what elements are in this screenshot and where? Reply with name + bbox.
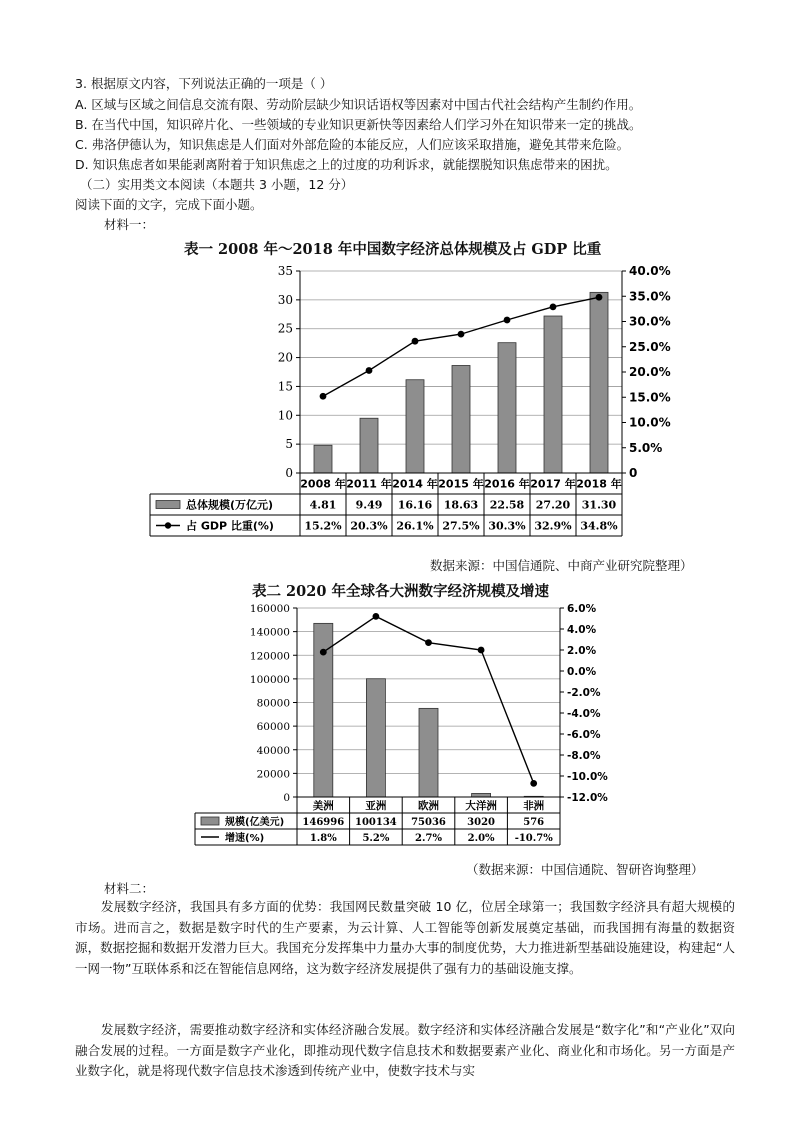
line-value-label: 32.9% — [534, 519, 572, 533]
line-point — [550, 303, 557, 310]
left-tick-label: 35 — [277, 264, 293, 278]
line-value-label: 2.7% — [415, 833, 442, 844]
right-tick-label: 20.0% — [629, 365, 671, 379]
right-tick-label: -8.0% — [567, 750, 601, 762]
instruction: 阅读下面的文字，完成下面小题。 — [75, 197, 263, 212]
legend-bar-label: 规模(亿美元) — [225, 817, 285, 828]
line-point — [478, 647, 485, 654]
line-point — [425, 639, 432, 646]
left-tick-label: 20 — [277, 350, 293, 365]
bar-value-label: 31.30 — [581, 498, 617, 512]
bar — [498, 343, 516, 473]
left-tick-label: 120000 — [249, 650, 290, 663]
option-b: B. 在当代中国，知识碎片化、一些领域的专业知识更新快等因素给人们学习外在知识带来一定的挑战。 — [75, 117, 642, 132]
line-point — [373, 613, 380, 620]
line-point — [458, 331, 465, 338]
right-tick-label: 2.0% — [567, 645, 597, 657]
right-tick-label: -2.0% — [567, 687, 601, 699]
left-tick-label: 20000 — [256, 768, 290, 781]
right-tick-label: 30.0% — [629, 314, 671, 329]
question-stem: 3. 根据原文内容，下列说法正确的一项是（ ） — [75, 76, 333, 91]
section-heading: （二）实用类文本阅读（本题共 3 小题，12 分） — [80, 177, 354, 192]
legend-bar-label: 总体规模(万亿元) — [186, 498, 274, 512]
bar — [360, 418, 378, 473]
left-tick-label: 0 — [283, 792, 290, 804]
category-label: 2011 年 — [346, 477, 392, 491]
line-point — [504, 317, 511, 324]
right-tick-label: 10.0% — [629, 415, 671, 430]
right-tick-label: 0 — [629, 466, 638, 480]
option-c: C. 弗洛伊德认为，知识焦虑是人们面对外部危险的本能反应，人们应该采取措施，避免其带来危险。 — [75, 137, 630, 152]
right-tick-label: 25.0% — [629, 339, 671, 354]
legend-line-marker — [165, 522, 171, 528]
table2-title: 表二 2020 年全球各大洲数字经济规模及增速 — [252, 583, 549, 600]
category-label: 欧洲 — [418, 800, 439, 812]
line-point — [596, 294, 603, 301]
table2-source: （数据来源：中国信通院、智研咨询整理） — [466, 862, 704, 877]
bar-value-label: 576 — [523, 817, 545, 828]
line-value-label: 30.3% — [488, 519, 526, 533]
category-label: 亚洲 — [365, 800, 387, 812]
line-point — [366, 367, 373, 374]
material2-paragraph-2: 发展数字经济，需要推动数字经济和实体经济融合发展。数字经济和实体经济融合发展是“数字化”和“产业化”双向融合发展的过程。一方面是数字产业化，即推动现代数字信息技术和数据要素产业化、商业化和市场化。另一方面是产业数字化，就是将现代数字信息技术渗透到传统产业中，使数字技术与实 — [75, 1022, 735, 1078]
option-a: A. 区域与区域之间信息交流有限、劳动阶层缺少知识话语权等因素对中国古代社会结构产生制约作用。 — [75, 97, 642, 112]
right-tick-label: -4.0% — [567, 708, 601, 720]
category-label: 2016 年 — [484, 477, 530, 491]
line-value-label: -10.7% — [514, 833, 553, 844]
right-tick-label: 0.0% — [567, 666, 597, 678]
legend-bar-swatch — [201, 817, 219, 825]
line-value-label: 15.2% — [304, 519, 342, 533]
line-point — [320, 649, 327, 656]
right-tick-label: 40.0% — [629, 264, 671, 278]
bar-value-label: 16.16 — [397, 498, 433, 512]
bar — [590, 292, 608, 473]
line-value-label: 5.2% — [362, 833, 390, 844]
left-tick-label: 80000 — [256, 697, 290, 710]
left-tick-label: 0 — [285, 466, 293, 480]
line-point — [320, 393, 327, 400]
legend-bar-swatch — [156, 501, 180, 509]
left-tick-label: 160000 — [249, 603, 290, 615]
bar-value-label: 18.63 — [443, 498, 479, 512]
bar-value-label: 3020 — [467, 817, 496, 828]
category-label: 2018 年 — [576, 477, 622, 491]
left-tick-label: 60000 — [256, 721, 290, 734]
table1-title: 表一 2008 年～2018 年中国数字经济总体规模及占 GDP 比重 — [184, 241, 602, 258]
material2-paragraph-1: 发展数字经济，我国具有多方面的优势：我国网民数量突破 10 亿，位居全球第一；我国数字经济具有超大规模的市场。进而言之，数据是数字时代的生产要素，为云计算、人工智能等创新发展奠定基础，而我国拥有海量的数据资源，数据挖掘和数据开发潜力巨大。我国充分发挥集中力量办大事的制度优势，大力推进新型基础设施建设，构建起“人一网一物”互联体系和泛在智能信息网络，这为数字经济发展提供了强有力的基础设施支撑。 — [75, 899, 735, 976]
material1-label: 材料一： — [104, 217, 155, 232]
category-label: 大洋洲 — [465, 800, 497, 812]
bar — [406, 380, 424, 473]
line-point — [412, 338, 419, 345]
right-tick-label: 35.0% — [629, 289, 671, 304]
option-d: D. 知识焦虑者如果能剥离附着于知识焦虑之上的过度的功利诉求，就能摆脱知识焦虑带来的困扰。 — [75, 157, 618, 172]
left-tick-label: 140000 — [249, 626, 290, 639]
right-tick-label: 5.0% — [629, 440, 663, 455]
bar-value-label: 4.81 — [309, 498, 337, 512]
left-tick-label: 40000 — [256, 744, 290, 757]
line-value-label: 20.3% — [350, 519, 388, 533]
table1-source: 数据来源：中国信通院、中商产业研究院整理） — [430, 558, 693, 573]
category-label: 美洲 — [312, 800, 334, 812]
bar-value-label: 100134 — [355, 817, 397, 828]
bar — [452, 365, 470, 473]
right-tick-label: 15.0% — [629, 390, 671, 405]
bar-value-label: 75036 — [411, 817, 446, 828]
chart2 — [0, 602, 794, 857]
left-tick-label: 10 — [277, 408, 293, 423]
line-point — [530, 780, 537, 787]
right-tick-label: 4.0% — [567, 624, 597, 636]
bar — [314, 445, 332, 473]
left-tick-label: 25 — [277, 321, 293, 336]
left-tick-label: 5 — [285, 437, 293, 452]
bar — [472, 793, 491, 797]
category-label: 2014 年 — [392, 477, 438, 491]
legend-line-label: 占 GDP 比重(%) — [186, 519, 274, 533]
legend-line-label: 增速(%) — [225, 833, 265, 844]
right-tick-label: -12.0% — [567, 792, 608, 804]
right-tick-label: 6.0% — [567, 603, 597, 615]
line-value-label: 34.8% — [580, 519, 618, 533]
category-label: 2015 年 — [438, 477, 484, 491]
line-value-label: 2.0% — [467, 833, 495, 844]
left-tick-label: 15 — [277, 379, 293, 394]
line-value-label: 27.5% — [442, 519, 480, 533]
right-tick-label: -10.0% — [567, 771, 608, 783]
category-label: 2017 年 — [530, 477, 576, 491]
category-label: 2008 年 — [300, 477, 346, 491]
bar-value-label: 9.49 — [355, 498, 383, 512]
bar-value-label: 27.20 — [535, 498, 571, 512]
left-tick-label: 30 — [277, 292, 293, 307]
right-tick-label: -6.0% — [567, 729, 601, 741]
bar — [544, 316, 562, 473]
category-label: 非洲 — [523, 800, 545, 812]
left-tick-label: 100000 — [249, 673, 290, 686]
bar-value-label: 22.58 — [489, 498, 525, 512]
bar-value-label: 146996 — [302, 817, 345, 828]
line-value-label: 1.8% — [309, 833, 337, 844]
bar — [419, 708, 438, 797]
bar — [366, 679, 385, 797]
material2-label: 材料二： — [104, 881, 155, 896]
chart1 — [0, 262, 794, 562]
line-value-label: 26.1% — [396, 519, 434, 533]
